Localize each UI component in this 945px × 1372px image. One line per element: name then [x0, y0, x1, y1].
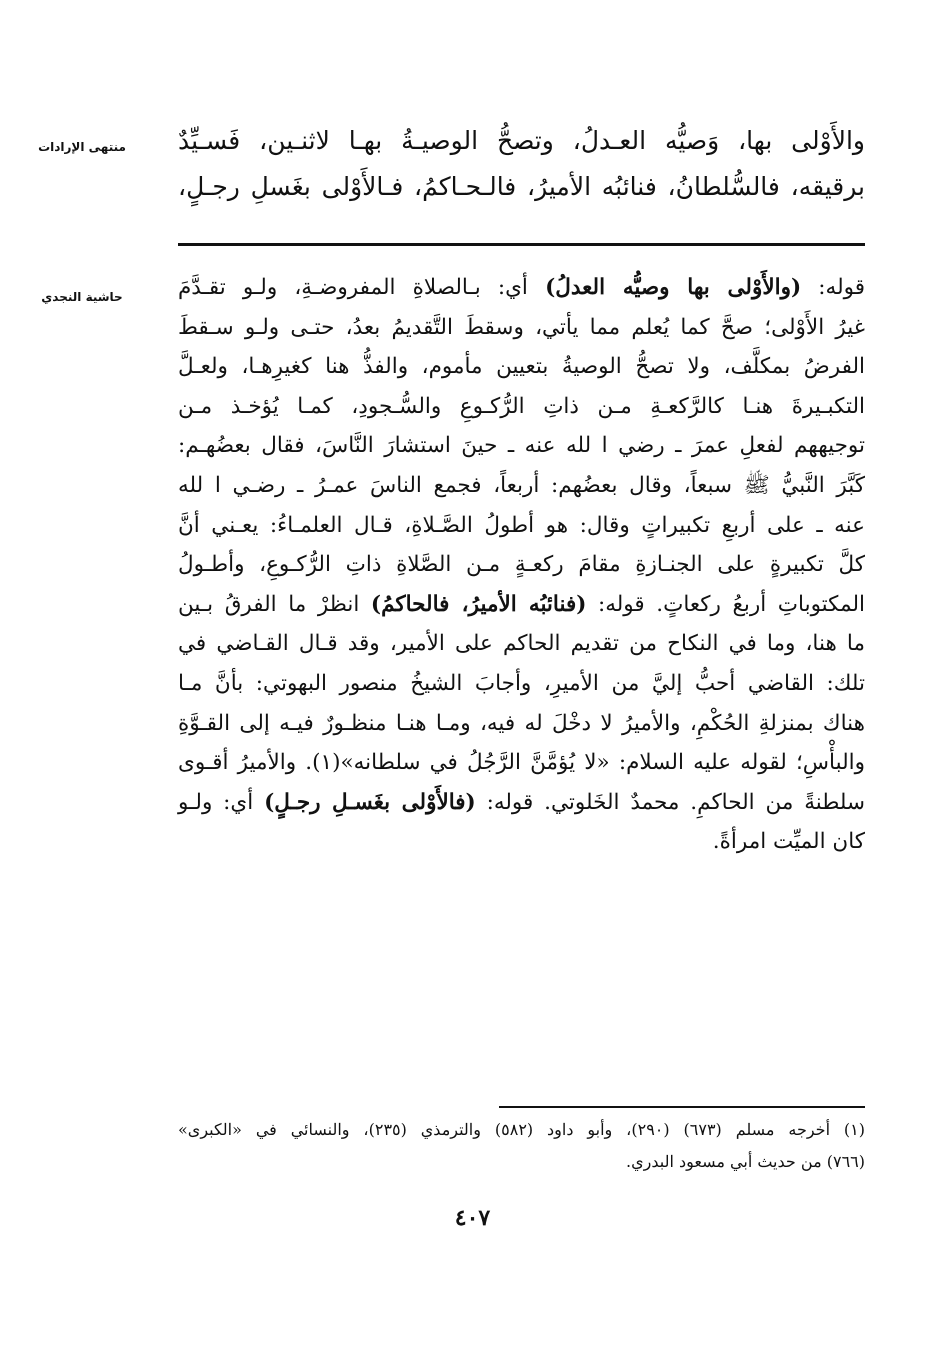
commentary-text: أي: ولـو — [178, 789, 265, 815]
commentary-text: عنه ـ على أربعِ تكبيراتٍ وقال: هو أطولُ الصَّـلاةِ، قـال العلمـاءُ: يعـني أنَّ — [178, 512, 865, 538]
page-number: ٤٠٧ — [454, 1205, 491, 1231]
commentary-text: سلطنةً من الحاكمِ. محمدٌ الخَلوتي. قوله: — [475, 789, 865, 815]
commentary-text: توجيههم لفعلِ عمرَ ـ رضي ا لله عنه ـ حينَ استشارَ النَّاسَ، فقال بعضُهـم: — [178, 433, 865, 459]
commentary-text: التكبـيرةَ هنـا كالرَّكعـةِ مـن ذاتِ الرُّكـوعِ والسُّـجودِ، كمـا يُؤخـذ مـن — [178, 393, 865, 419]
commentary-line — [178, 743, 865, 783]
commentary-text: ما هنا، وما في النكاح من تقديم الحاكم على الأمير، وقد قـال القـاضي في — [178, 631, 865, 657]
commentary-line — [178, 308, 865, 348]
commentary-headword: (فالأَوْلى بغَسـلِ رجـلٍ) — [264, 789, 476, 815]
commentary-line — [178, 387, 865, 427]
commentary-line — [178, 585, 865, 625]
main-text-line: والأَوْلى بها، وَصيُّه العـدلُ، وتصحُّ الوصيـةُ بهـا لاثنـين، فَسـيِّدٌ — [178, 126, 865, 155]
commentary-text: أي: بـالصلاةِ المفروضـةِ، ولـو تقـدَّمَ — [178, 275, 546, 300]
commentary-text: تلك: القاضي أحبُّ إليَّ من الأميرِ، وأجابَ الشيخُ منصور البهوتي: بأنَّ مـا — [178, 670, 865, 696]
commentary-headword: (والأَوْلى بها وصيُّه العدلُ) — [545, 275, 802, 300]
commentary-line — [178, 664, 865, 704]
commentary-line — [178, 783, 865, 823]
main-text-divider — [178, 243, 865, 246]
commentary-line — [178, 268, 865, 308]
commentary-line — [178, 545, 865, 585]
footnote-line: (١) أخرجه مسلم (٦٧٣) (٢٩٠)، وأبو داود (٥٨٢) والترمذي (٢٣٥)، والنسائي في «الكبرى» — [178, 1120, 866, 1139]
commentary-line — [178, 426, 865, 466]
commentary-text: الفرضُ بمكلَّف، ولا تصحُّ الوصيةُ بتعيين مأموم، والفذُّ هنا كغيرِهـا، ولعـلَّ — [178, 354, 865, 380]
main-text-line: برقيقه، فالسُّلطانُ، فنائبُه الأميرُ، فالـحـاكمُ، فـالأَوْلى بغَسلِ رجـلٍ، — [178, 172, 865, 201]
commentary-block — [178, 268, 865, 862]
commentary-text: المكتوباتِ أربعُ ركعاتٍ. قوله: — [586, 591, 865, 617]
commentary-line — [178, 822, 865, 862]
commentary-headword: (فنائبُه الأميرُ، فالحاكمُ) — [370, 591, 587, 617]
footnotes-block — [178, 1114, 865, 1178]
commentary-text: هناك بمنزلةِ الحُكْمِ، والأميرُ لا دخْلَ له فيه، ومـا هنـا منظـورٌ فيـه إلى القـوَّةِ — [178, 710, 865, 736]
margin-label-commentary: حاشية النجدي — [41, 290, 123, 304]
commentary-text: والبأْسِ؛ لقوله عليه السلام: «لا يُؤمَّنَّ الرَّجُلُ في سلطانه»(١). والأميرُ أقـوى — [178, 750, 865, 776]
margin-label-main-text: منتهى الإرادات — [38, 140, 126, 154]
commentary-text: غيرُ الأَوْلى؛ صحَّ كما يُعلم مما يأتي، وسقطَ التَّقديمُ بعدُ، حتـى ولـو سـقطَ — [178, 314, 865, 340]
commentary-line — [178, 347, 865, 387]
commentary-text: كان الميِّت امرأةً. — [712, 829, 865, 855]
commentary-line — [178, 466, 865, 506]
footnote-divider — [499, 1106, 865, 1108]
footnote-line: (٧٦٦) من حديث أبي مسعود البدري. — [626, 1152, 865, 1171]
commentary-line — [178, 624, 865, 664]
main-text-block — [178, 118, 865, 210]
commentary-line — [178, 506, 865, 546]
commentary-text: قوله: — [801, 275, 866, 300]
commentary-text: انظرْ ما الفرقُ بـين — [178, 591, 371, 617]
commentary-text: كلَّ تكبيرةٍ على الجنـازةِ مقامَ ركعـةٍ مـن الصَّلاةِ ذاتِ الرُّكـوعِ، وأطـولُ — [178, 552, 865, 578]
commentary-line — [178, 704, 865, 744]
commentary-text: كَبَّرَ النَّبيُّ ﷺ سبعاً، وقال بعضُهم: أربعاً، فجمع الناسَ عمـرُ ـ رضـي ا لله — [178, 472, 865, 498]
